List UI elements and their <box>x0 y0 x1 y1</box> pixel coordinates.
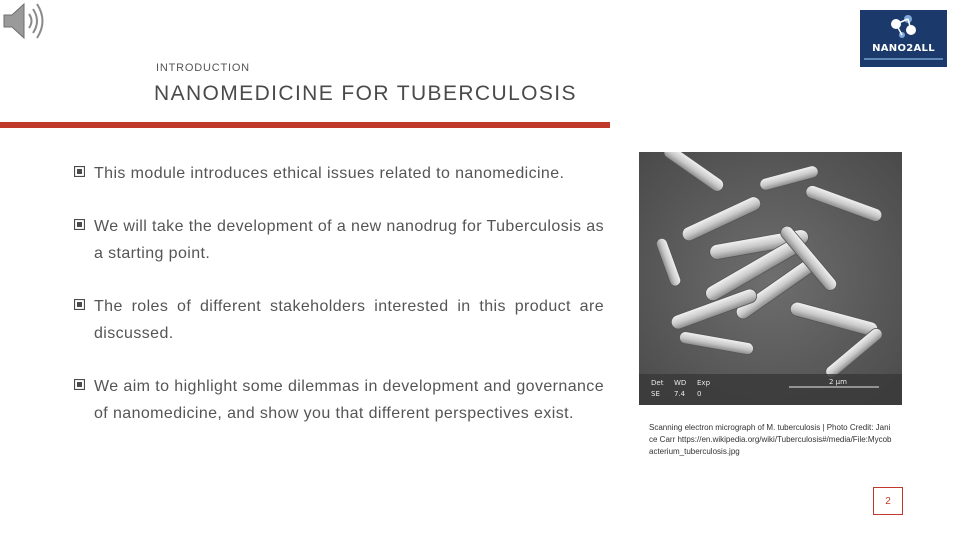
sem-wd-value: 7.4 <box>674 390 686 398</box>
bullet-item <box>74 213 604 267</box>
section-label: INTRODUCTION <box>156 62 250 74</box>
page-number: 2 <box>873 487 903 515</box>
bullet-item <box>74 293 604 347</box>
sem-det-label: Det <box>651 379 664 387</box>
sem-scale-label: 2 μm <box>829 378 847 386</box>
sem-exp-value: 0 <box>697 390 702 398</box>
sem-exp-label: Exp <box>697 379 711 387</box>
bullet-list <box>74 160 604 427</box>
title-divider <box>0 122 610 128</box>
bullet-item <box>74 160 604 187</box>
bullet-text: This module introduces ethical issues related to nanomedicine. <box>94 165 565 182</box>
audio-speaker-icon[interactable] <box>0 0 46 42</box>
tuberculosis-micrograph-image <box>639 152 902 405</box>
bullet-text: We will take the development of a new nanodrug for Tuberculosis as a starting point. <box>94 218 604 262</box>
checkbox-bullet-icon <box>74 219 85 230</box>
sem-wd-label: WD <box>674 379 687 387</box>
checkbox-bullet-icon <box>74 379 85 390</box>
sem-se-label: SE <box>651 390 660 398</box>
bullet-text: We aim to highlight some dilemmas in development and governance of nanomedicine, and show you that different perspectives exist. <box>94 378 604 422</box>
bullet-text: The roles of different stakeholders interested in this product are discussed. <box>94 298 604 342</box>
logo-wordmark: NANO2ALL <box>872 43 935 54</box>
figure-caption: Scanning electron micrograph of M. tuberculosis | Photo Credit: Janice Carr https://en.wikipedia.org/wiki/Tuberculosis#/media/File:Mycobacterium_tuberculosis.jpg <box>649 423 892 456</box>
logo-tagline <box>864 58 943 60</box>
checkbox-bullet-icon <box>74 166 85 177</box>
nano2all-logo <box>860 10 947 67</box>
slide-title: NANOMEDICINE FOR TUBERCULOSIS <box>154 82 577 105</box>
bullet-item <box>74 373 604 427</box>
checkbox-bullet-icon <box>74 299 85 310</box>
